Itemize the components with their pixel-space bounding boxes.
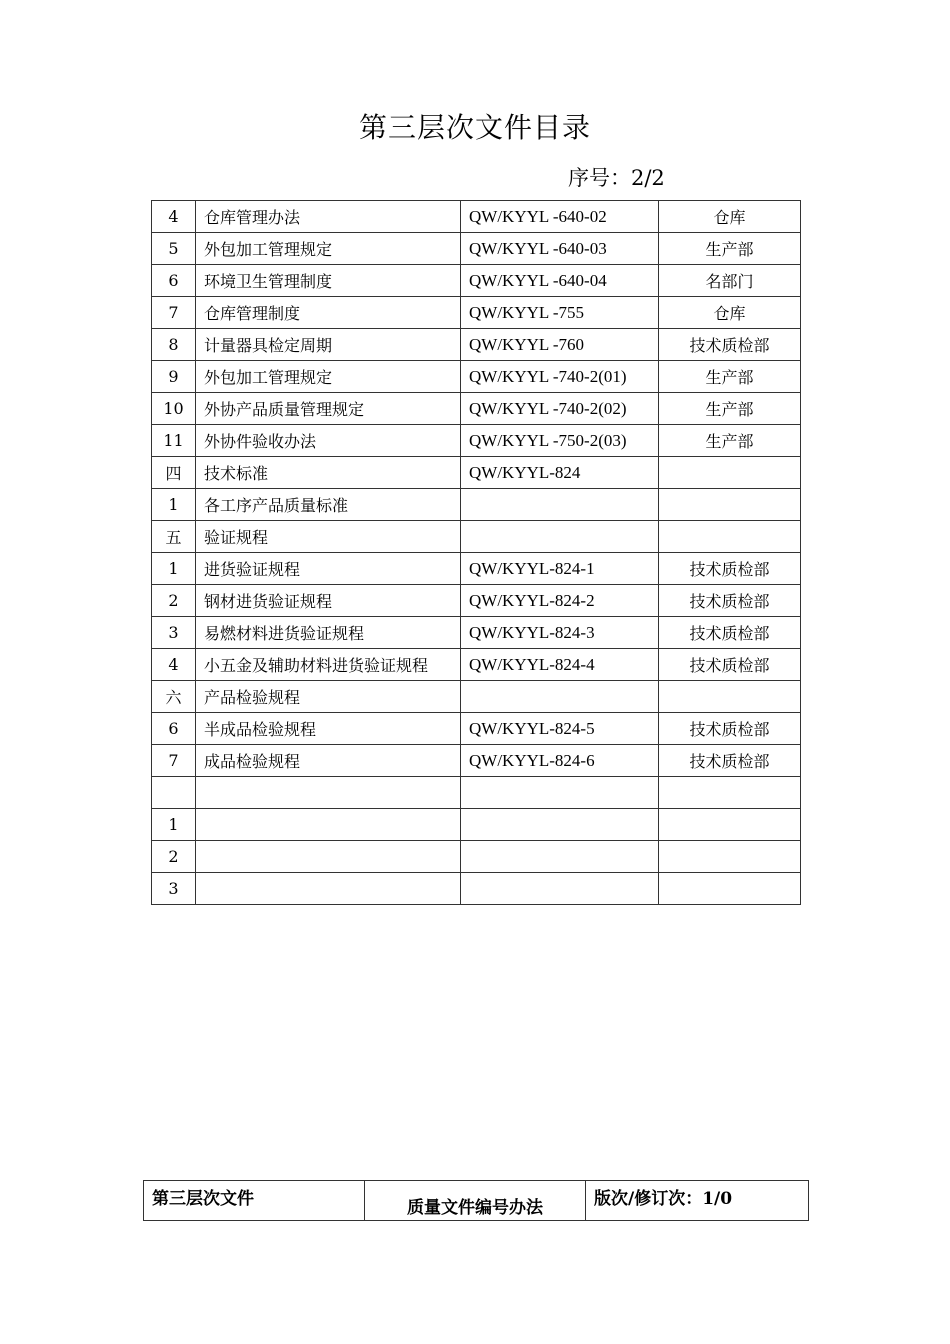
document-name	[196, 777, 461, 809]
responsible-department: 技术质检部	[659, 585, 801, 617]
row-number: 1	[152, 489, 196, 521]
responsible-department: 名部门	[659, 265, 801, 297]
footer-level: 第三层次文件	[144, 1181, 365, 1221]
table-row	[152, 745, 801, 777]
document-code: QW/KYYL -640-03	[461, 233, 659, 265]
document-code	[461, 489, 659, 521]
document-name: 半成品检验规程	[196, 713, 461, 745]
table-row	[152, 553, 801, 585]
row-number: 1	[152, 553, 196, 585]
document-name: 外协件验收办法	[196, 425, 461, 457]
table-row	[152, 681, 801, 713]
responsible-department: 生产部	[659, 425, 801, 457]
document-name: 验证规程	[196, 521, 461, 553]
document-code: QW/KYYL-824-2	[461, 585, 659, 617]
table-row	[152, 233, 801, 265]
responsible-department: 技术质检部	[659, 713, 801, 745]
table-row	[152, 265, 801, 297]
document-code: QW/KYYL -750-2(03)	[461, 425, 659, 457]
responsible-department: 生产部	[659, 361, 801, 393]
table-row	[152, 585, 801, 617]
responsible-department: 仓库	[659, 201, 801, 233]
row-number: 7	[152, 297, 196, 329]
document-name: 环境卫生管理制度	[196, 265, 461, 297]
document-name: 计量器具检定周期	[196, 329, 461, 361]
table-row	[152, 201, 801, 233]
responsible-department	[659, 489, 801, 521]
responsible-department: 技术质检部	[659, 649, 801, 681]
table-row	[152, 809, 801, 841]
serial-number: 序号：2/2	[568, 166, 665, 190]
document-code: QW/KYYL-824-5	[461, 713, 659, 745]
responsible-department	[659, 521, 801, 553]
document-code: QW/KYYL -740-2(02)	[461, 393, 659, 425]
responsible-department: 技术质检部	[659, 617, 801, 649]
row-number: 1	[152, 809, 196, 841]
document-name: 仓库管理制度	[196, 297, 461, 329]
document-code	[461, 777, 659, 809]
document-name: 技术标准	[196, 457, 461, 489]
document-code	[461, 681, 659, 713]
row-number: 9	[152, 361, 196, 393]
row-number: 六	[152, 681, 196, 713]
page-title: 第三层次文件目录	[358, 111, 591, 144]
responsible-department	[659, 777, 801, 809]
document-name: 外包加工管理规定	[196, 233, 461, 265]
document-list-table	[151, 200, 801, 905]
table-row	[152, 777, 801, 809]
responsible-department: 技术质检部	[659, 553, 801, 585]
responsible-department	[659, 457, 801, 489]
document-name	[196, 841, 461, 873]
row-number: 4	[152, 201, 196, 233]
table-row	[152, 649, 801, 681]
footer-table	[143, 1180, 809, 1221]
document-code: QW/KYYL-824-6	[461, 745, 659, 777]
row-number: 四	[152, 457, 196, 489]
row-number: 4	[152, 649, 196, 681]
table-row	[152, 425, 801, 457]
footer-version: 版次/修订次：1/0	[586, 1181, 809, 1221]
table-row	[152, 329, 801, 361]
document-code: QW/KYYL-824-1	[461, 553, 659, 585]
document-name: 成品检验规程	[196, 745, 461, 777]
document-name: 易燃材料进货验证规程	[196, 617, 461, 649]
row-number: 7	[152, 745, 196, 777]
table-row	[152, 873, 801, 905]
responsible-department: 技术质检部	[659, 745, 801, 777]
row-number: 10	[152, 393, 196, 425]
document-code: QW/KYYL -640-02	[461, 201, 659, 233]
responsible-department	[659, 681, 801, 713]
responsible-department: 生产部	[659, 233, 801, 265]
table-row	[152, 617, 801, 649]
document-code: QW/KYYL -640-04	[461, 265, 659, 297]
row-number: 6	[152, 265, 196, 297]
table-row	[152, 489, 801, 521]
row-number: 五	[152, 521, 196, 553]
document-name: 钢材进货验证规程	[196, 585, 461, 617]
row-number	[152, 777, 196, 809]
row-number: 2	[152, 585, 196, 617]
document-code: QW/KYYL -760	[461, 329, 659, 361]
document-name: 产品检验规程	[196, 681, 461, 713]
row-number: 6	[152, 713, 196, 745]
document-code: QW/KYYL-824	[461, 457, 659, 489]
responsible-department: 技术质检部	[659, 329, 801, 361]
row-number: 2	[152, 841, 196, 873]
document-code	[461, 521, 659, 553]
document-code	[461, 809, 659, 841]
responsible-department	[659, 841, 801, 873]
responsible-department: 仓库	[659, 297, 801, 329]
document-code: QW/KYYL -755	[461, 297, 659, 329]
document-name: 各工序产品质量标准	[196, 489, 461, 521]
table-row	[152, 457, 801, 489]
document-list-body	[152, 201, 801, 905]
document-code	[461, 841, 659, 873]
document-name: 外包加工管理规定	[196, 361, 461, 393]
table-row	[152, 297, 801, 329]
document-code: QW/KYYL-824-4	[461, 649, 659, 681]
row-number: 8	[152, 329, 196, 361]
document-name	[196, 809, 461, 841]
table-row	[152, 393, 801, 425]
responsible-department	[659, 873, 801, 905]
footer-row	[144, 1181, 809, 1221]
document-code: QW/KYYL -740-2(01)	[461, 361, 659, 393]
document-name	[196, 873, 461, 905]
table-row	[152, 361, 801, 393]
document-name: 小五金及辅助材料进货验证规程	[196, 649, 461, 681]
document-name: 仓库管理办法	[196, 201, 461, 233]
document-code: QW/KYYL-824-3	[461, 617, 659, 649]
document-name: 外协产品质量管理规定	[196, 393, 461, 425]
document-code	[461, 873, 659, 905]
table-row	[152, 713, 801, 745]
row-number: 3	[152, 873, 196, 905]
footer-doc-title: 质量文件编号办法	[365, 1181, 586, 1221]
document-name: 进货验证规程	[196, 553, 461, 585]
row-number: 11	[152, 425, 196, 457]
row-number: 5	[152, 233, 196, 265]
responsible-department: 生产部	[659, 393, 801, 425]
row-number: 3	[152, 617, 196, 649]
responsible-department	[659, 809, 801, 841]
table-row	[152, 841, 801, 873]
table-row	[152, 521, 801, 553]
